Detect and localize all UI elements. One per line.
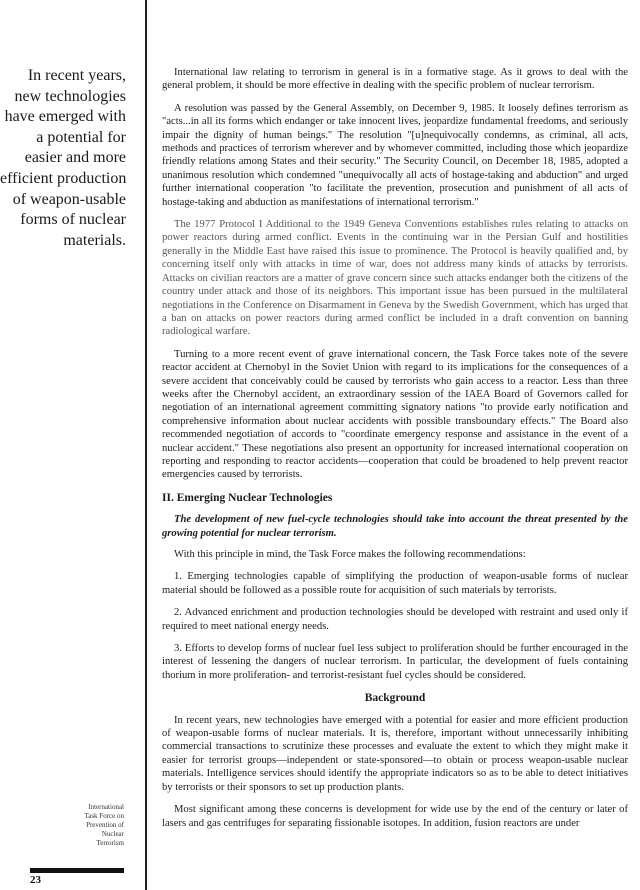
pull-quote-line: materials. xyxy=(63,231,126,249)
pull-quote-line: easier and more xyxy=(24,149,126,167)
pull-quote xyxy=(0,66,126,251)
recommendation-item: 3. Efforts to develop forms of nuclear fuel less subject to proliferation should be further encouraged in the interest of lessening the dangers of nuclear terrorism. In particular, the development of fuels containing thorium in more proliferation- and terrorist-resistant fuel cycles should be considered. xyxy=(162,643,628,681)
running-footer-line: Nuclear xyxy=(101,830,124,838)
recommendation-item: 2. Advanced enrichment and production technologies should be developed with restraint and used only if required to meet national energy needs. xyxy=(162,607,628,632)
subheading: Background xyxy=(364,692,426,705)
running-footer xyxy=(56,803,124,848)
paragraph: The 1977 Protocol I Additional to the 1949 Geneva Conventions establishes rules relating to attacks on power reactors during armed conflict. Events in the continuing war in the Persian Gulf and hostilities generally in the Middle East have raised this issue to prominence. The Protocol is heavily qualified and, by concerning itself only with attacks in time of war, does not address many kinds of attacks by terrorists. Attacks on civilian reactors are a matter of grave concern since such attacks endanger both the citizens of the country under attack and those of its neighbors. This important issue has been pursued in the multilateral negotiations in the Conference on Disarmament in Geneva by the Swedish Government, which has urged that a ban on attacks on power reactors during armed conflict be included in a draft convention on banning radiological warfare. xyxy=(162,219,628,338)
pull-quote-line: forms of nuclear xyxy=(20,211,126,229)
paragraph: With this principle in mind, the Task Force makes the following recommendations: xyxy=(174,549,526,560)
paragraph: A resolution was passed by the General Assembly, on December 9, 1985. It loosely defines terrorism as "acts...in all its forms which endanger or take innocent lives, jeopardize fundamental freedoms, and seriously impair the dignity of human beings." The resolution "[u]nequivocally condemns, as criminal, all acts, methods and practices of terrorism wherever and by whomever committed, including those which jeopardize friendly relations among States and their security." The Security Council, on December 18, 1985, adopted a unanimous resolution which condemned "unequivocally all acts of hostage-taking and abduction" and urged further international cooperation "to facilitate the prevention, prosecution and punishment of all acts of hostage-taking and abduction as manifestations of international terrorism." xyxy=(162,102,628,208)
pull-quote-line: efficient production xyxy=(0,169,127,187)
running-footer-line: International xyxy=(88,803,124,811)
paragraph: Turning to a more recent event of grave international concern, the Task Force takes note of the severe reactor accident at Chernobyl in the Soviet Union with regard to its implications for the consequences of a severe accident that conceivably could be caused by terrorists who gain access to a reactor. Less than three weeks after the Chernobyl accident, an extraordinary session of the IAEA Board of Governors called for negotiation of an international agreement committing signatory nations "to provide early notification and comprehensive information about nuclear accidents with possible transboundary effects." The Board also recommended negotiation of accords to "coordinate emergency response and assistance in the event of a nuclear accident." These negotiations also present an opportunity for increased international cooperation on reporting and responding to reactor accidents—cooperation that could be broadened to help prevent reactor emergencies caused by terrorists. xyxy=(162,348,628,481)
page-number-bar xyxy=(30,868,124,873)
running-footer-line: Prevention of xyxy=(86,821,124,829)
section-heading: II. Emerging Nuclear Technologies xyxy=(162,491,333,504)
column-divider-rule xyxy=(145,0,147,890)
pull-quote-line: have emerged with xyxy=(4,108,126,126)
paragraph: In recent years, new technologies have emerged with a potential for easier and more efficient production of weapon-usable forms of nuclear materials. It is, therefore, important without unnecessarily inhibiting commercial transactions to scrutinize these processes and evaluate the extent to which they might make it easier for terrorist groups—independent or state-sponsored—to obtain or process weapon-usable nuclear materials. Intelligence services should identify the appropriate indicators so as to be able to detect initiatives by terrorists or their sponsors to set up production plants. xyxy=(162,714,628,793)
pull-quote-line: a potential for xyxy=(36,128,126,146)
page-number: 23 xyxy=(30,874,41,886)
section-lead-statement: The development of new fuel-cycle technologies should take into account the threat presented by the growing potential for nuclear terrorism. xyxy=(162,514,628,539)
paragraph: International law relating to terrorism in general is in a formative stage. As it grows to deal with the general problem, it should be more effective in dealing with the specific problem of nuclear terrorism. xyxy=(162,67,628,92)
running-footer-line: Task Force on xyxy=(84,812,124,820)
pull-quote-line: of weapon-usable xyxy=(12,190,126,208)
paragraph: Most significant among these concerns is development for wide use by the end of the century or later of lasers and gas centrifuges for separating fissionable isotopes. In addition, fusion reactors are under xyxy=(162,804,628,829)
recommendation-item: 1. Emerging technologies capable of simplifying the production of weapon-usable forms of nuclear material should be followed as a possible route for acquisition of such materials by terrorists. xyxy=(162,571,628,596)
body-text-column xyxy=(162,66,628,839)
pull-quote-line: In recent years, xyxy=(27,67,126,84)
pull-quote-line: new technologies xyxy=(14,87,126,105)
running-footer-line: Terrorism xyxy=(96,839,124,847)
